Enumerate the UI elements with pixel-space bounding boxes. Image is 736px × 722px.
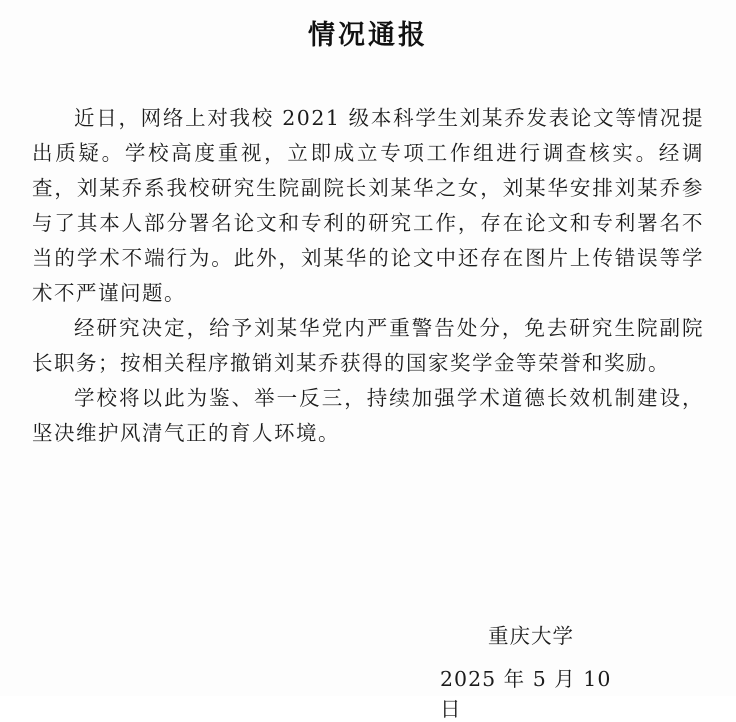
signature-organization: 重庆大学 bbox=[488, 624, 574, 648]
paragraph-investigation: 近日，网络上对我校 2021 级本科学生刘某乔发表论文等情况提出质疑。学校高度重视，立即成立专项工作组进行调查核实。经调查，刘某乔系我校研究生院副院长刘某华之女，刘某华安排刘某乔参与了其本人部分署名论文和专利的研究工作，存在论文和专利署名不当的学术不端行为。此外，刘某华的论文中还存在图片上传错误等学术不严谨问题。 bbox=[32, 106, 704, 305]
document-title: 情况通报 bbox=[308, 20, 428, 51]
paragraph-decision: 经研究决定，给予刘某华党内严重警告处分，免去研究生院副院长职务；按相关程序撤销刘某乔获得的国家奖学金等荣誉和奖励。 bbox=[32, 316, 704, 375]
signature-date: 2025 年 5 月 10 日 bbox=[440, 667, 612, 721]
document-body bbox=[32, 101, 704, 451]
paragraph-commitment: 学校将以此为鉴、举一反三，持续加强学术道德长效机制建设，坚决维护风清气正的育人环境。 bbox=[32, 386, 704, 445]
